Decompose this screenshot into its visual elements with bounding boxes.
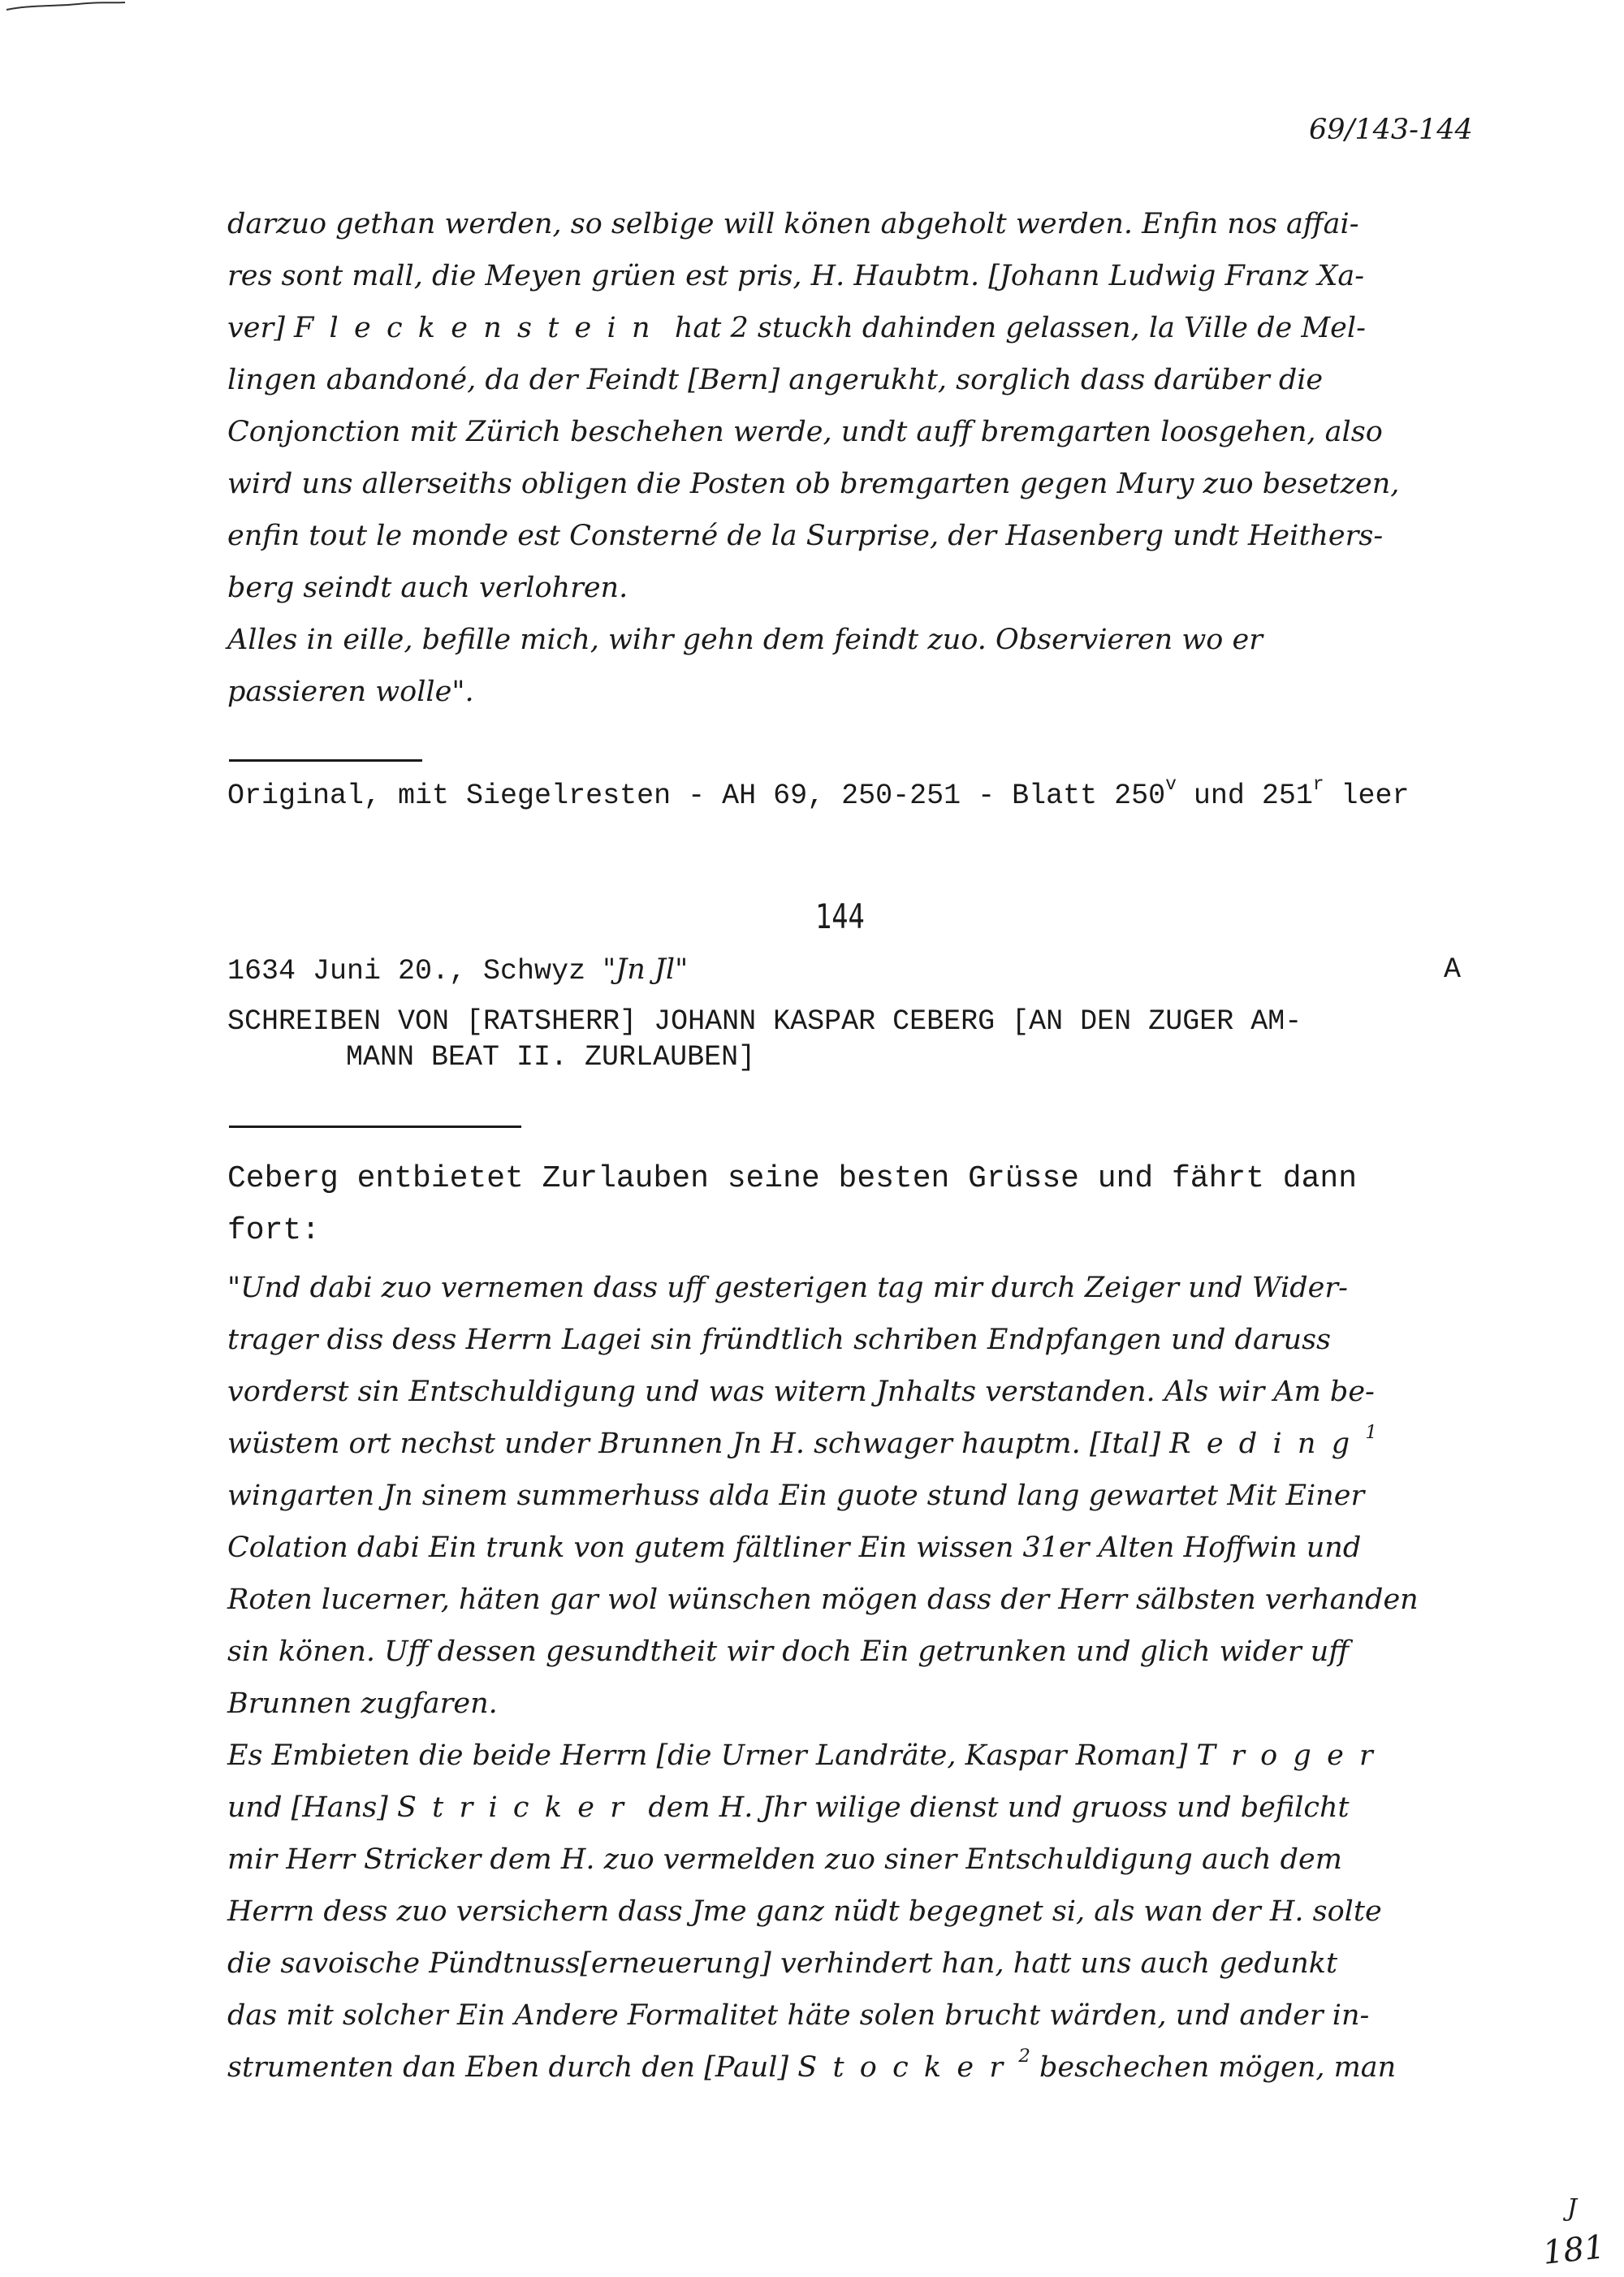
- letter-number: 144: [815, 897, 865, 936]
- text-line: [227, 2046, 1397, 2084]
- letter-summary: fort:: [227, 1213, 321, 1248]
- superscript: r: [1312, 774, 1324, 796]
- person-name-spaced: Troger: [1196, 1739, 1389, 1772]
- text-line: Alles in eille, befille mich, wihr gehn dem feindt zuo. Observieren wo er: [227, 624, 1263, 656]
- text-line: Brunnen zugfaren.: [227, 1687, 498, 1720]
- text-line: [227, 312, 1366, 344]
- date-place-italic: "Jn Jl": [603, 953, 689, 986]
- text-line: [227, 1791, 1350, 1824]
- text-fragment: strumenten dan Eben durch den [Paul]: [227, 2051, 798, 2084]
- text-line: berg seindt auch verlohren.: [227, 572, 628, 604]
- footnote-marker: 1: [1365, 1422, 1377, 1444]
- source-note-text: Original, mit Siegelresten - AH 69, 250-251 - Blatt 250: [227, 780, 1166, 812]
- text-fragment: wüstem ort nechst under Brunnen Jn H. schwager hauptm. [Ital]: [227, 1428, 1170, 1460]
- text-line: [227, 1422, 1377, 1460]
- text-line: sin könen. Uff dessen gesundtheit wir doch Ein getrunken und glich wider uff: [227, 1635, 1350, 1668]
- page-reference: 69/143-144: [1309, 114, 1473, 146]
- text-line: lingen abandoné, da der Feindt [Bern] angerukht, sorglich dass darüber die: [227, 364, 1324, 396]
- text-line: res sont mall, die Meyen grüen est pris, H. Haubtm. [Johann Ludwig Franz Xa-: [227, 260, 1365, 292]
- letter-summary: Ceberg entbietet Zurlauben seine besten Grüsse und fährt dann: [227, 1161, 1358, 1196]
- text-line: enfin tout le monde est Consterné de la Surprise, der Hasenberg undt Heithers-: [227, 520, 1384, 552]
- scan-corner-mark: [5, 2, 127, 13]
- text-line: Herrn dess zuo versichern dass Jme ganz nüdt begegnet si, als wan der H. solte: [227, 1895, 1382, 1928]
- source-note: [227, 774, 1410, 812]
- person-name-spaced: Stricker: [396, 1791, 640, 1824]
- source-note-text: und 251: [1176, 780, 1313, 812]
- text-line: das mit solcher Ein Andere Formalitet häte solen brucht wärden, und ander in-: [227, 1999, 1370, 2032]
- text-line: mir Herr Stricker dem H. zuo vermelden zuo siner Entschuldigung auch dem: [227, 1843, 1342, 1876]
- text-line: wird uns allerseiths obligen die Posten ob bremgarten gegen Mury zuo besetzen,: [227, 468, 1400, 500]
- text-fragment: ver]: [227, 312, 294, 344]
- superscript: v: [1165, 774, 1177, 796]
- text-line: "Und dabi zuo vernemen dass uff gesterigen tag mir durch Zeiger und Wider-: [227, 1272, 1348, 1304]
- text-line: vorderst sin Entschuldigung und was witern Jnhalts verstanden. Als wir Am be-: [227, 1376, 1375, 1408]
- text-fragment: Es Embieten die beide Herrn [die Urner Landräte, Kaspar Roman]: [227, 1739, 1197, 1772]
- footnote-rule: [229, 759, 422, 762]
- letter-title: MANN BEAT II. ZURLAUBEN]: [346, 1041, 756, 1074]
- text-line: Conjonction mit Zürich beschehen werde, undt auff bremgarten loosgehen, also: [227, 416, 1383, 448]
- text-line: die savoische Pündtnuss[erneuerung] verhindert han, hatt uns auch gedunkt: [227, 1947, 1338, 1980]
- handwritten-mark: J: [1567, 2194, 1578, 2223]
- text-fragment: dem H. Jhr wilige dienst und gruoss und befilcht: [639, 1791, 1350, 1824]
- letter-date-place: [227, 953, 688, 987]
- section-rule: [229, 1126, 521, 1128]
- person-name-spaced: Reding: [1169, 1428, 1366, 1460]
- text-fragment: beschechen mögen, man: [1030, 2051, 1397, 2084]
- person-name-spaced: Stocker: [797, 2051, 1019, 2084]
- text-line: Colation dabi Ein trunk von gutem fältliner Ein wissen 31er Alten Hoffwin und: [227, 1532, 1362, 1564]
- source-note-text: leer: [1324, 780, 1410, 812]
- text-line: darzuo gethan werden, so selbige will könen abgeholt werden. Enfin nos affai-: [227, 208, 1359, 240]
- date-place: 1634 Juni 20., Schwyz: [227, 955, 603, 987]
- text-fragment: und [Hans]: [227, 1791, 397, 1824]
- text-fragment: hat 2 stuckh dahinden gelassen, la Ville de Mel-: [665, 312, 1366, 344]
- text-line: Roten lucerner, häten gar wol wünschen mögen dass der Herr sälbsten verhanden: [227, 1584, 1419, 1616]
- text-line: passieren wolle".: [227, 676, 474, 708]
- handwritten-folio-number: 181: [1540, 2228, 1607, 2272]
- text-line: trager diss dess Herrn Lagei sin fründtlich schriben Endpfangen und daruss: [227, 1324, 1332, 1356]
- letter-type-code: A: [1444, 953, 1462, 986]
- person-name-spaced: Fleckenstein: [294, 312, 666, 344]
- footnote-marker: 2: [1018, 2046, 1030, 2067]
- letter-title: SCHREIBEN VON [RATSHERR] JOHANN KASPAR CEBERG [AN DEN ZUGER AM-: [227, 1005, 1302, 1038]
- text-line: wingarten Jn sinem summerhuss alda Ein guote stund lang gewartet Mit Einer: [227, 1480, 1365, 1512]
- text-line: [227, 1739, 1389, 1772]
